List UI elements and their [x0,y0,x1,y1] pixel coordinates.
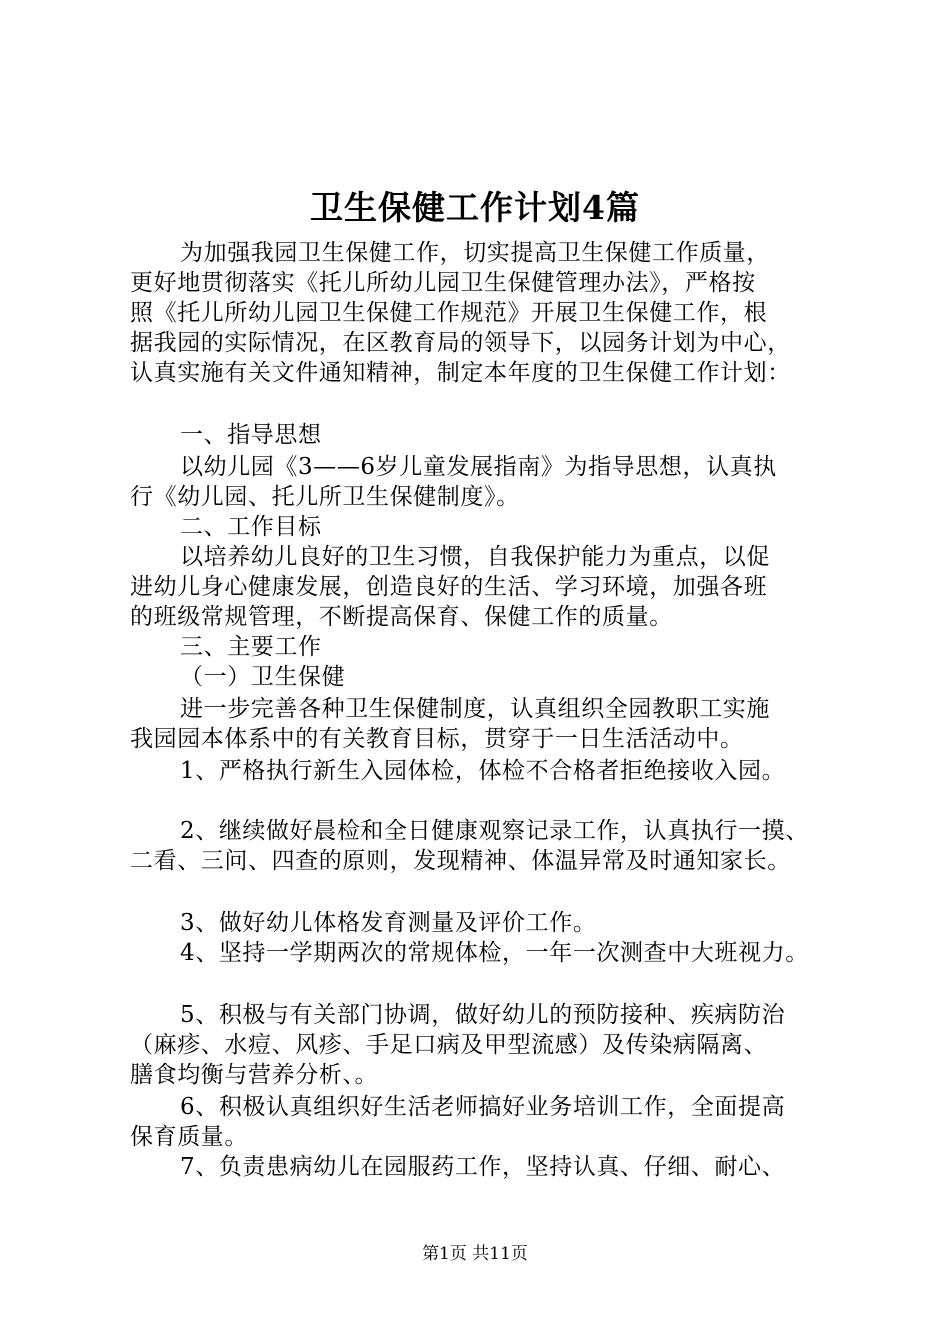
list-item: 4、坚持一学期两次的常规体检，一年一次测查中大班视力。 [180,940,809,966]
section-heading: 三、主要工作 [180,634,322,660]
section-heading: 二、工作目标 [180,514,322,540]
subsection-heading: （一）卫生保健 [180,664,346,690]
paragraph-line: 的班级常规管理，不断提高保育、保健工作的质量。 [130,604,673,630]
list-item-continuation: 二看、三问、四查的原则，发现精神、体温异常及时通知家长。 [130,848,791,874]
paragraph-line: 据我园的实际情况，在区教育局的领导下，以园务计划为中心， [130,330,791,356]
paragraph-line: 行《幼儿园、托儿所卫生保健制度》。 [130,484,520,510]
paragraph-line: 进一步完善各种卫生保健制度，认真组织全园教职工实施 [180,696,770,722]
paragraph-line: 以幼儿园《3——6岁儿童发展指南》为指导思想，认真执 [180,454,777,480]
list-item-continuation: 膳食均衡与营养分析、。 [130,1062,379,1088]
paragraph-line: 为加强我园卫生保健工作，切实提高卫生保健工作质量， [180,240,770,266]
paragraph-line: 更好地贯彻落实《托儿所幼儿园卫生保健管理办法》，严格按 [130,270,756,296]
paragraph-line: 我园园本体系中的有关教育目标，贯穿于一日生活活动中。 [130,726,744,752]
list-item: 1、严格执行新生入园体检，体检不合格者拒绝接收入园。 [180,758,786,784]
list-item: 3、做好幼儿体格发育测量及评价工作。 [180,910,597,936]
list-item-continuation: 保育质量。 [130,1124,248,1150]
paragraph-line: 认真实施有关文件通知精神，制定本年度的卫生保健工作计划： [130,360,791,386]
paragraph-line: 进幼儿身心健康发展，创造良好的生活、学习环境，加强各班 [130,574,768,600]
paragraph-line: 照《托儿所幼儿园卫生保健工作规范》开展卫生保健工作，根 [130,300,768,326]
document-title: 卫生保健工作计划4篇 [310,188,640,227]
page-number-footer: 第1页 共11页 [422,1244,528,1264]
list-item: 6、积极认真组织好生活老师搞好业务培训工作，全面提高 [180,1094,786,1120]
list-item: 5、积极与有关部门协调，做好幼儿的预防接种、疾病防治 [180,1002,786,1028]
paragraph-line: 以培养幼儿良好的卫生习惯，自我保护能力为重点，以促 [180,544,770,570]
list-item: 2、继续做好晨检和全日健康观察记录工作，认真执行一摸、 [180,818,809,844]
section-heading: 一、指导思想 [180,422,322,448]
list-item-continuation: （麻疹、水痘、风疹、手足口病及甲型流感）及传染病隔离、 [130,1032,768,1058]
list-item: 7、负责患病幼儿在园服药工作，坚持认真、仔细、耐心、 [180,1154,786,1180]
